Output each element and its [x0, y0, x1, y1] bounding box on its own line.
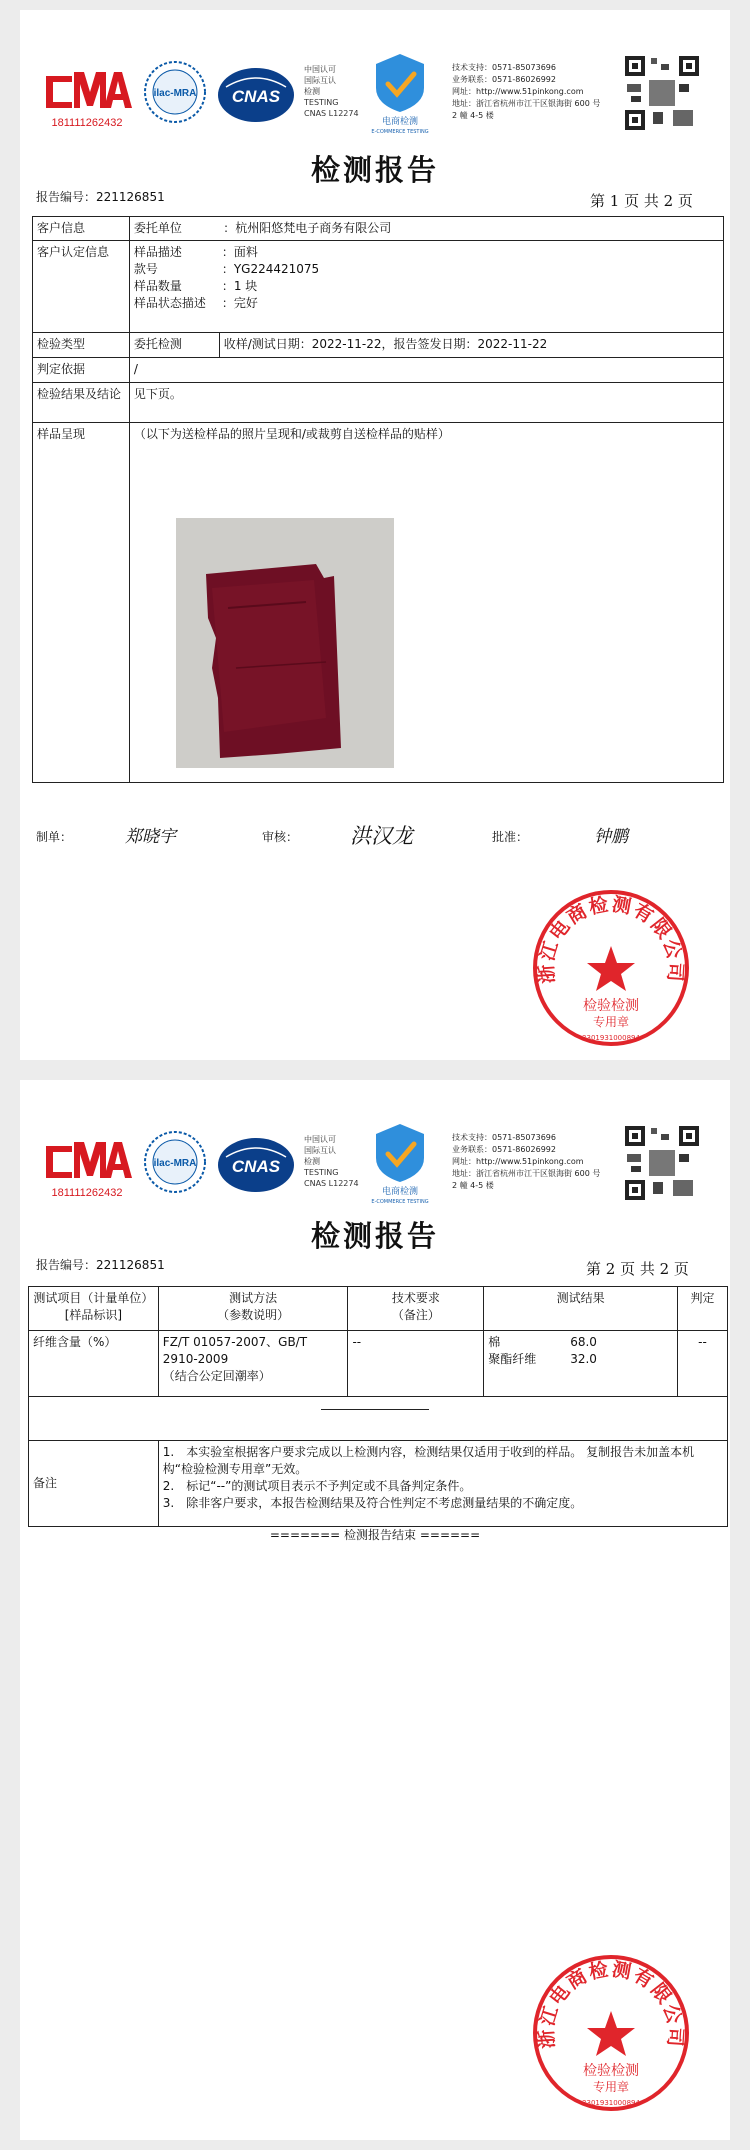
- results-header-row: [29, 1287, 728, 1331]
- sample-desc-row: 样品描述 ：面料: [133, 245, 258, 259]
- review-label: 审核：: [262, 830, 299, 844]
- report-page-2: [20, 1080, 730, 2140]
- maker-signature: 郑晓宇: [125, 827, 176, 847]
- contact-info: 技术支持：0571-85073696 业务联系：0571-86026992 网址：http://www.51pinkong.com 地址：浙江省杭州市江干区银海街 600 号 2 幢 4-5 楼: [452, 1133, 601, 1190]
- svg-text:CNAS: CNAS: [231, 87, 281, 106]
- confirm-info-label: 客户认定信息: [33, 241, 130, 333]
- result-label: 检验结果及结论: [33, 383, 130, 423]
- test-type-label: 检验类型: [33, 333, 130, 358]
- svg-text:检验检测: 检验检测: [583, 998, 639, 1014]
- col-method-header: 测试方法 （参数说明）: [158, 1287, 348, 1331]
- sample-note: （以下为送检样品的照片呈现和/或裁剪自送检样品的贴样）: [133, 427, 450, 441]
- svg-text:ilac-MRA: ilac-MRA: [153, 88, 197, 99]
- report-header: [20, 1080, 730, 1225]
- page-indicator: 第 2 页 共 2 页: [586, 1260, 689, 1278]
- basis-label: 判定依据: [33, 358, 130, 383]
- svg-text:专用章: 专用章: [592, 1015, 630, 1029]
- col-judge-header: 判定: [678, 1287, 728, 1331]
- report-header: [20, 10, 730, 155]
- report-number: 报告编号：221126851: [36, 1258, 165, 1272]
- svg-text:ilac-MRA: ilac-MRA: [153, 1158, 197, 1169]
- client-unit-value: ：杭州阳悠梵电子商务有限公司: [219, 217, 723, 241]
- cma-logo: [38, 1132, 136, 1200]
- blank-row: [29, 1397, 728, 1441]
- svg-text:CNAS: CNAS: [231, 1157, 281, 1176]
- basis-value: /: [129, 358, 723, 383]
- svg-text:检验检测: 检验检测: [583, 2063, 639, 2079]
- qr-code-icon: [623, 54, 701, 132]
- ilac-mra-logo: [143, 60, 208, 125]
- test-type-value: 委托检测: [129, 333, 219, 358]
- cma-number: 181111262432: [51, 1187, 123, 1199]
- report-title: 检测报告: [310, 1219, 439, 1253]
- fiber-content-item: 纤维含量（%）: [29, 1331, 159, 1397]
- report-page-1: [20, 10, 730, 1060]
- ecommerce-testing-logo: [360, 50, 440, 135]
- svg-text:3301931000894: 3301931000894: [582, 2099, 640, 2107]
- qr-code-icon: [623, 1124, 701, 1202]
- ilac-mra-logo: [143, 1130, 208, 1195]
- svg-text:浙江电商检测有限公司: 浙江电商检测有限公司: [535, 893, 687, 985]
- col-requirement-header: 技术要求 （备注）: [348, 1287, 484, 1331]
- svg-text:浙江电商检测有限公司: 浙江电商检测有限公司: [535, 1958, 687, 2050]
- report-title: 检测报告: [310, 153, 439, 187]
- approve-label: 批准：: [492, 830, 529, 844]
- svg-text:电商检测: 电商检测: [381, 117, 419, 127]
- report-number: 报告编号：221126851: [36, 190, 165, 204]
- review-signature: 洪汉龙: [350, 824, 413, 848]
- svg-text:电商检测: 电商检测: [381, 1187, 419, 1197]
- test-method: FZ/T 01057-2007、GB/T 2910-2009 （结合公定回潮率）: [158, 1331, 348, 1397]
- cnas-info: 中国认可 国际互认 检测 TESTING CNAS L12274: [304, 65, 359, 118]
- approve-signature: 钟鹏: [594, 827, 628, 847]
- requirement-value: --: [348, 1331, 484, 1397]
- svg-text:E-COMMERCE TESTING: E-COMMERCE TESTING: [371, 129, 429, 135]
- cnas-logo: [216, 1135, 296, 1195]
- confirm-info-list: [129, 241, 723, 333]
- col-item-header: 测试项目（计量单位） [样品标识]: [29, 1287, 159, 1331]
- inspection-stamp: [531, 888, 691, 1048]
- fiber-results: 棉 68.0 聚酯纤维 32.0: [484, 1331, 678, 1397]
- style-no-row: 款号 ：YG224421075: [133, 262, 320, 276]
- cnas-logo: [216, 65, 296, 125]
- report-end-marker: ======= 检测报告结束 ======: [269, 1528, 481, 1542]
- svg-text:专用章: 专用章: [592, 2080, 630, 2094]
- notes-row: [29, 1441, 728, 1527]
- svg-text:E-COMMERCE TESTING: E-COMMERCE TESTING: [371, 1199, 429, 1205]
- svg-text:3301931000894: 3301931000894: [582, 1034, 640, 1042]
- judgement-value: --: [678, 1331, 728, 1397]
- cma-logo: [38, 62, 136, 130]
- ecommerce-testing-logo: [360, 1120, 440, 1205]
- client-info-label: 客户信息: [33, 217, 130, 241]
- cnas-info: 中国认可 国际互认 检测 TESTING CNAS L12274: [304, 1135, 359, 1188]
- test-dates: 收样/测试日期：2022-11-22，报告签发日期：2022-11-22: [219, 333, 723, 358]
- client-unit-label: 委托单位: [129, 217, 219, 241]
- divider: [321, 1409, 429, 1410]
- fabric-sample-photo: [176, 518, 394, 768]
- table-row: [29, 1331, 728, 1397]
- maker-label: 制单：: [36, 830, 73, 844]
- contact-info: 技术支持：0571-85073696 业务联系：0571-86026992 网址：http://www.51pinkong.com 地址：浙江省杭州市江干区银海街 600 号 2 幢 4-5 楼: [452, 63, 601, 120]
- cma-number: 181111262432: [51, 117, 123, 129]
- sample-label: 样品呈现: [33, 423, 130, 783]
- col-result-header: 测试结果: [484, 1287, 678, 1331]
- sample-status-row: 样品状态描述 ：完好: [133, 296, 258, 310]
- sample-qty-row: 样品数量 ：1 块: [133, 279, 258, 293]
- notes-content: 1. 本实验室根据客户要求完成以上检测内容，检测结果仅适用于收到的样品。 复制报告未加盖本机构“检验检测专用章”无效。 2. 标记“--”的测试项目表示不予判定或不具备判定条件。 3. 除非客户要求，本报告检测结果及符合性判定不考虑测量结果的不确定度。: [158, 1441, 727, 1527]
- result-value: 见下页。: [129, 383, 723, 423]
- page-indicator: 第 1 页 共 2 页: [590, 192, 693, 210]
- notes-label: 备注: [29, 1441, 159, 1527]
- inspection-stamp: [531, 1953, 691, 2113]
- test-results-table: [28, 1286, 728, 1527]
